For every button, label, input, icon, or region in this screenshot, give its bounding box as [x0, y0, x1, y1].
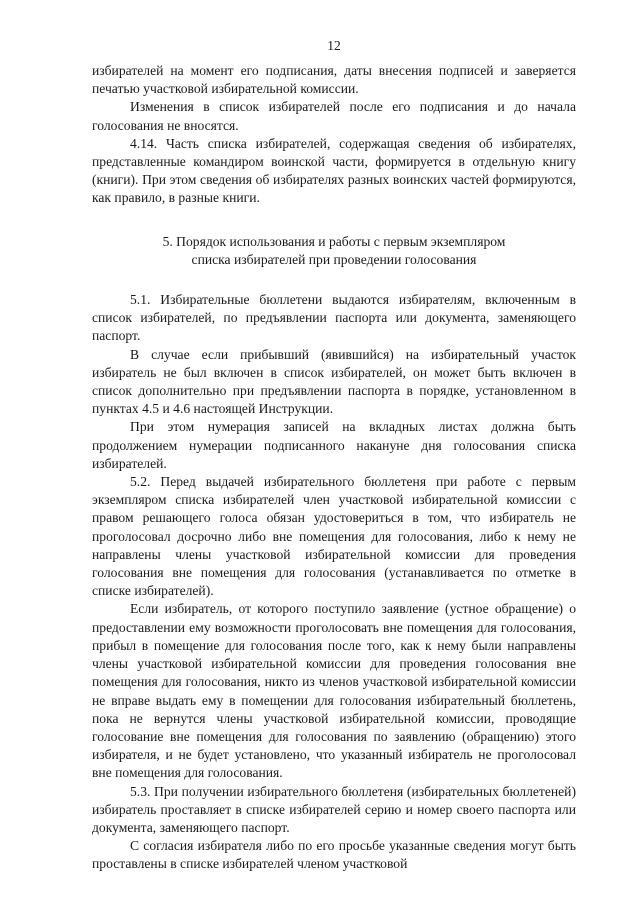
paragraph-4-14: 4.14. Часть списка избирателей, содержащая сведения об избирателях, представленные командиром воинской части, формируется в отдельную книгу (книги). При этом сведения об избирателях разных воинских частей формируются, как правило, в разные книги.: [92, 135, 576, 206]
paragraph: Если избиратель, от которого поступило заявление (устное обращение) о предоставлении ему возможности проголосовать вне помещения для голосования, прибыл в помещение для голосования после того, как к нему были направлены члены участковой избирательной комиссии для проведения голосования вне помещения для голосования, никто из членов участковой избирательной комиссии не вправе выдать ему в помещении для голосования избирательный бюллетень, пока не вернутся члены участковой избирательной комиссии, проводящие голосование вне помещения для голосования по заявлению (обращению) этого избирателя, и не будет установлено, что указанный избиратель не проголосовал вне помещения для голосования.: [92, 601, 576, 781]
paragraph: В случае если прибывший (явившийся) на избирательный участок избиратель не был включен в список избирателей, он может быть включен в список дополнительно при предъявлении паспорта в порядке, установленном в пунктах 4.5 и 4.6 настоящей Инструкции.: [92, 346, 576, 417]
paragraph: Изменения в список избирателей после его подписания и до начала голосования не вносятся.: [92, 99, 576, 133]
paragraph-5-1: 5.1. Избирательные бюллетени выдаются избирателям, включенным в список избирателей, по предъявлении паспорта или документа, заменяющего паспорт.: [92, 292, 576, 344]
section-heading-line-1: 5. Порядок использования и работы с первым экземпляром: [162, 233, 506, 249]
paragraph-5-2: 5.2. Перед выдачей избирательного бюллетеня при работе с первым экземпляром списка избирателей член участковой избирательной комиссии с правом решающего голоса обязан удостовериться в том, что избиратель не проголосовал досрочно либо вне помещения для голосования, либо к нему не направлены члены участковой избирательной комиссии для проведения голосования вне помещения для голосования (устанавливается по отметке в списке избирателей).: [92, 474, 576, 599]
document-body: [92, 62, 576, 874]
paragraph-5-3: 5.3. При получении избирательного бюллетеня (избирательных бюллетеней) избиратель проставляет в списке избирателей серию и номер своего паспорта или документа, заменяющего паспорт.: [92, 783, 576, 835]
paragraph: При этом нумерация записей на вкладных листах должна быть продолжением нумерации подписанного накануне дня голосования списка избирателей.: [92, 419, 576, 471]
paragraph-continuation: избирателей на момент его подписания, даты внесения подписей и заверяется печатью участковой избирательной комиссии.: [92, 63, 576, 97]
section-heading-line-2: списка избирателей при проведении голосования: [191, 251, 477, 267]
section-heading: [92, 233, 576, 269]
paragraph: С согласия избирателя либо по его просьбе указанные сведения могут быть проставлены в списке избирателей членом участковой: [92, 838, 576, 872]
page-number: 12: [327, 38, 341, 53]
